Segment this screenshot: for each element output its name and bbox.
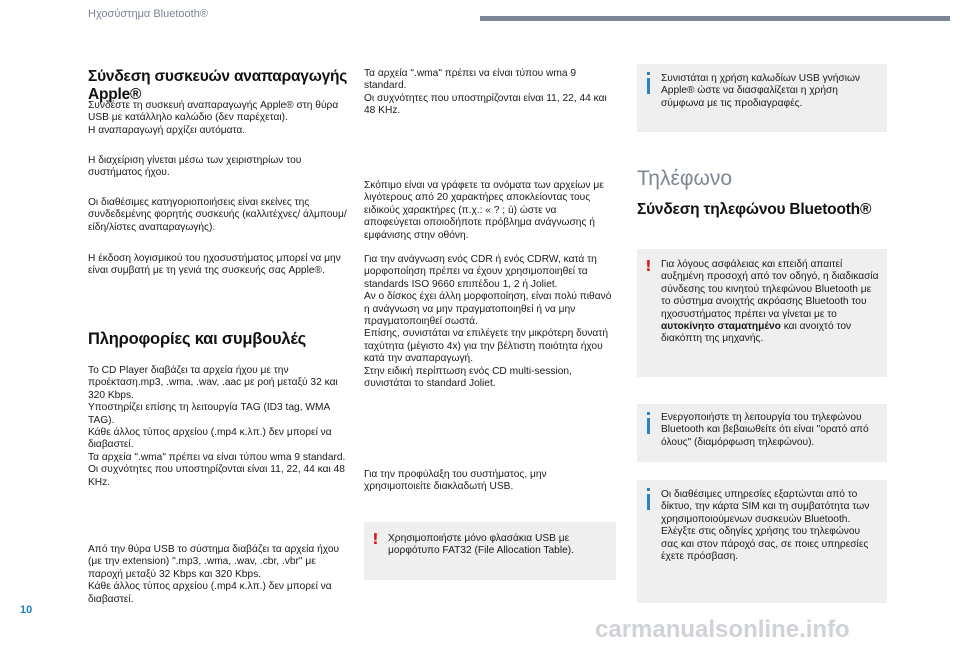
paragraph-apple-connect: Συνδέστε τη συσκευή αναπαραγωγής Apple® στη θύρα USB με κατάλληλο καλώδιο (δεν παρέχεται). Η αναπαραγωγή αρχίζει αυτόματα. <box>88 100 339 136</box>
warning-icon: ! <box>372 530 379 548</box>
info-text-apple-cables: Συνιστάται η χρήση καλωδίων USB γνήσιων Apple® ώστε να διασφαλίζεται η χρήση σύμφωνα με τις προδιαγραφές. <box>661 73 861 109</box>
heading-bluetooth-pairing: Σύνδεση τηλεφώνου Bluetooth® <box>637 201 872 218</box>
info-text-services: Οι διαθέσιμες υπηρεσίες εξαρτώνται από το δίκτυο, την κάρτα SIM και τη συμβατότητα των χρησιμοποιούμενων συσκευών Bluetooth. Ελέγξτε στις οδηγίες χρήσης του τηλεφώνου σας και στον πάροχό σας, σε ποιες υπηρεσίες έχετε πρόσβαση. <box>661 489 870 563</box>
paragraph-cd-player: Το CD Player διαβάζει τα αρχεία ήχου με την προέκταση.mp3, .wma, .wav, .aac με ροή μεταξύ 32 και 320 Kbps. Υποστηρίζει επίσης τη λειτουργία TAG (ID3 tag, WMA TAG). Κάθε άλλος τύπος αρχείου (.mp4 κ.λπ.) δεν μπορεί να διαβαστεί. Τα αρχεία ".wma" πρέπει να είναι τύπου wma 9 standard. Οι συχνότητες που υποστηρίζονται είναι 11, 22, 44 και 48 KHz. <box>88 365 346 488</box>
info-box-services <box>637 480 887 603</box>
info-icon <box>645 72 653 94</box>
warning-icon: ! <box>645 257 652 275</box>
warning-bold-stopped: αυτοκίνητο σταματημένο <box>661 321 781 333</box>
paragraph-control: Η διαχείριση γίνεται μέσω των χειριστηρίων του συστήματος ήχου. <box>88 155 302 179</box>
paragraph-wma: Τα αρχεία ".wma" πρέπει να είναι τύπου wma 9 standard. Οι συχνότητες που υποστηρίζονται είναι 11, 22, 44 και 48 KHz. <box>364 68 607 117</box>
info-icon <box>645 488 653 510</box>
paragraph-categories: Οι διαθέσιμες κατηγοριοποιήσεις είναι εκείνες της συνδεδεμένης φορητής συσκευής (καλλιτέχνες/ άλμπουμ/είδη/λίστες αναπαραγωγής). <box>88 197 347 233</box>
warning-box-safety <box>637 249 887 377</box>
info-icon <box>645 412 653 434</box>
watermark: carmanualsonline.info <box>595 616 850 643</box>
heading-info: Πληροφορίες και συμβουλές <box>88 330 307 348</box>
heading-apple: Σύνδεση συσκευών αναπαραγωγής Apple® <box>88 68 348 103</box>
warning-text-fat32: Χρησιμοποιήστε μόνο φλασάκια USB με μορφότυπο FAT32 (File Allocation Table). <box>388 533 574 557</box>
header-title: Ηχοσύστημα Bluetooth® <box>88 8 208 20</box>
warning-text-safety: Για λόγους ασφάλειας και επειδή απαιτεί αυξημένη προσοχή από τον οδηγό, η διαδικασία σύνδεσης του κινητού τηλεφώνου Bluetooth με το σύστημα ανοιχτής ακρόασης Bluetooth του ηχοσυστήματος πρέπει να γίνεται με το αυτοκίνητο σταματημένο και ανοιχτό τον διακόπτη της μηχανής. <box>661 259 879 345</box>
warning-box-fat32 <box>364 522 616 580</box>
info-box-apple-cables <box>637 64 887 132</box>
info-box-visibility <box>637 404 887 462</box>
page-number: 10 <box>20 604 33 616</box>
paragraph-usb-read: Από την θύρα USB το σύστημα διαβάζει τα αρχεία ήχου (με την extension) ".mp3, .wma, .wav, .cbr, .vbr" με παροχή μεταξύ 32 Kbps και 320 Kbps. Κάθε άλλος τύπος αρχείου (.mp4 κ.λπ.) δεν μπορεί να διαβαστεί. <box>88 544 340 605</box>
section-title-phone: Τηλέφωνο <box>637 167 733 190</box>
header-bar <box>480 16 950 21</box>
paragraph-compat: Η έκδοση λογισμικού του ηχοσυστήματος μπορεί να μην είναι συμβατή με τη γενιά της συσκευής σας Apple®. <box>88 253 341 277</box>
paragraph-usb-hub: Για την προφύλαξη του συστήματος, μην χρησιμοποιείτε διακλαδωτή USB. <box>364 469 547 493</box>
paragraph-filenames: Σκόπιμο είναι να γράφετε τα ονόματα των αρχείων με λιγότερους από 20 χαρακτήρες αποκλείοντας τους ειδικούς χαρακτήρες (π.χ.: « ? ; ù) ώστε να αποφεύγεται οποιοδήποτε πρόβλημα ανάγνωσης ή εμφάνισης στην οθόνη. <box>364 180 604 241</box>
info-text-visibility: Ενεργοποιήστε τη λειτουργία του τηλεφώνου Bluetooth και βεβαιωθείτε ότι είναι "ορατό από όλους" (διαμόρφωση τηλεφώνου). <box>661 412 869 448</box>
paragraph-cdr: Για την ανάγνωση ενός CDR ή ενός CDRW, κατά τη μορφοποίηση πρέπει να έχουν χρησιμοποιηθεί τα standards ISO 9660 επιπέδου 1, 2 ή Joliet. Αν ο δίσκος έχει άλλη μορφοποίηση, είναι πολύ πιθανό η ανάγνωση να μην πραγματοποιηθεί ή να μην πραγματοποιηθεί σωστά. Επίσης, συνιστάται να επιλέγετε την μικρότερη δυνατή ταχύτητα (μέγιστο 4x) για την βέλτιστη ποιότητα ήχου κατά την αναπαραγωγή. Στην ειδική περίπτωση ενός CD multi-session, συνιστάται το standard Joliet. <box>364 254 612 390</box>
